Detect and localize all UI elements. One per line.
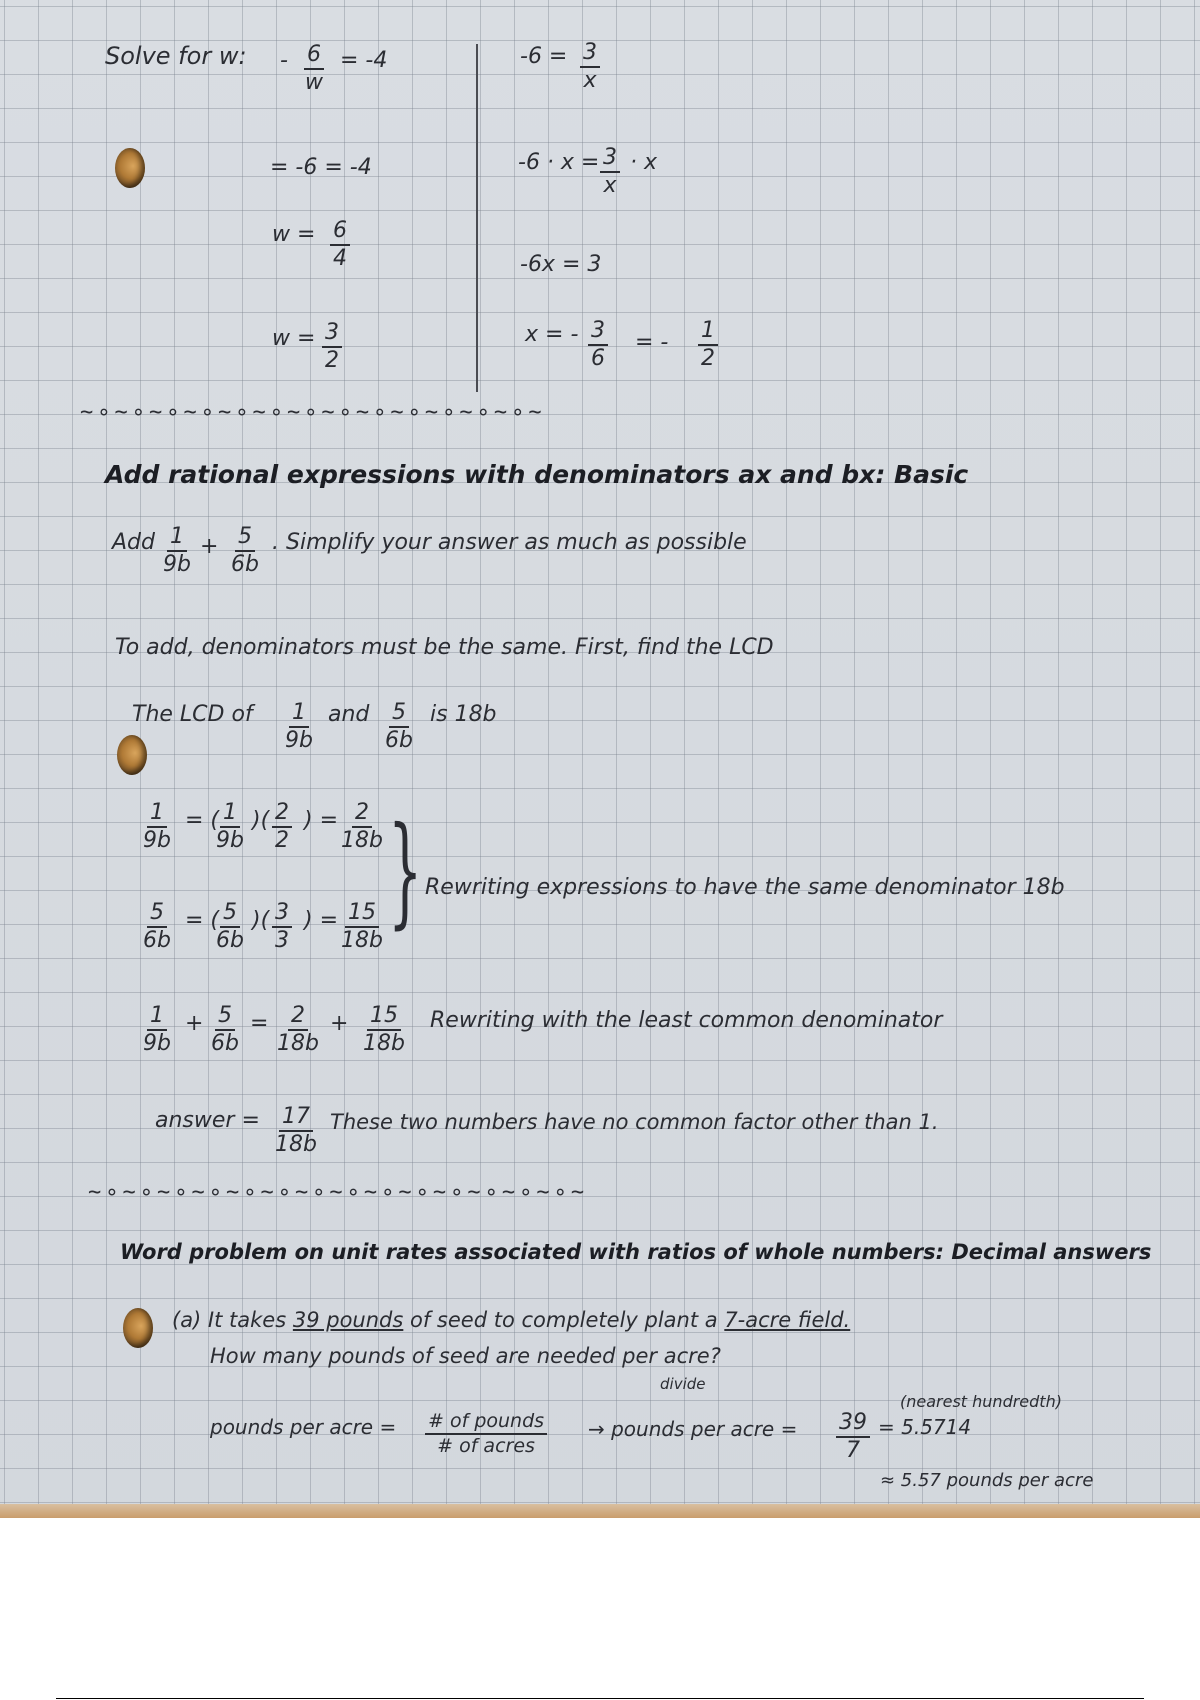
wave-divider-1: ~∘~∘~∘~∘~∘~∘~∘~∘~∘~∘~∘~∘~∘~ <box>80 400 546 424</box>
step4-denominator: 2 <box>325 348 339 374</box>
prompt-denominator-1: 9b <box>163 552 191 578</box>
sum-num-b: 5 <box>215 1003 235 1031</box>
question-field: 7-acre field. <box>724 1308 851 1332</box>
rw1-frac-d <box>338 800 386 855</box>
r4-mid: = - <box>635 330 669 355</box>
answer-fraction <box>272 1104 320 1159</box>
r4-denominator-2: 2 <box>701 346 715 372</box>
rw2-den-c: 3 <box>275 928 289 954</box>
eq1-right: = -4 <box>340 48 388 73</box>
step3-numerator: 6 <box>330 218 350 246</box>
rw1-frac-c <box>272 800 292 855</box>
rw1-frac-a <box>140 800 174 855</box>
rw1-paren: )( <box>252 808 270 833</box>
r1-fraction <box>580 40 600 95</box>
ppa-fraction <box>425 1410 547 1458</box>
ppa-numerator: # of pounds <box>425 1410 547 1435</box>
lcd-fraction-1 <box>282 700 316 755</box>
brace-note: Rewriting expressions to have the same denominator 18b <box>425 875 1065 900</box>
step4-numerator: 3 <box>322 320 342 348</box>
step4-fraction <box>322 320 342 375</box>
binder-hole-middle <box>117 735 147 775</box>
answer-denominator: 18b <box>275 1132 317 1158</box>
r1-numerator: 3 <box>580 40 600 68</box>
prompt-numerator-1: 1 <box>167 524 187 552</box>
rw1-num-a: 1 <box>147 800 167 828</box>
binder-hole-top <box>115 148 145 188</box>
sum-num-d: 15 <box>367 1003 401 1031</box>
rw1-num-b: 1 <box>220 800 240 828</box>
r4-numerator: 3 <box>588 318 608 346</box>
rw2-num-b: 5 <box>220 900 240 928</box>
rw1-eq: = ( <box>185 808 220 833</box>
sum-note: Rewriting with the least common denominator <box>430 1008 943 1033</box>
rw2-frac-b <box>213 900 247 955</box>
sum-frac-c <box>274 1003 322 1058</box>
footer-rule <box>56 1698 1144 1699</box>
r2-fraction <box>600 145 620 200</box>
sum-frac-b <box>208 1003 242 1058</box>
step4-left: w = <box>272 326 316 351</box>
calc-fraction <box>836 1410 870 1465</box>
r4-fraction <box>588 318 608 373</box>
sum-frac-a <box>140 1003 174 1058</box>
rw2-num-a: 5 <box>147 900 167 928</box>
rw1-num-c: 2 <box>272 800 292 828</box>
binder-hole-bottom <box>123 1308 153 1348</box>
sum-frac-d <box>360 1003 408 1058</box>
answer-label: answer = <box>155 1108 260 1133</box>
divider-vertical <box>476 44 478 392</box>
answer-note: These two numbers have no common factor other than 1. <box>330 1110 939 1134</box>
prompt-fraction-1 <box>160 524 194 579</box>
sum-eq: = <box>250 1011 269 1036</box>
calc-numerator: 39 <box>836 1410 870 1438</box>
prompt-suffix: . Simplify your answer as much as possible <box>272 530 747 555</box>
calc-approx: ≈ 5.57 pounds per acre <box>880 1470 1094 1491</box>
sum-plus-2: + <box>330 1011 349 1036</box>
lcd-denominator-1: 9b <box>285 728 313 754</box>
sum-den-a: 9b <box>143 1031 171 1057</box>
paper-bottom-edge <box>0 1504 1200 1518</box>
calc-denominator: 7 <box>846 1438 860 1464</box>
question-prefix: (a) It takes <box>172 1308 287 1332</box>
question-pounds: 39 pounds <box>292 1308 404 1332</box>
rw2-den-a: 6b <box>143 928 171 954</box>
sum-den-d: 18b <box>363 1031 405 1057</box>
step3-fraction <box>330 218 350 273</box>
step2-line: = -6 = -4 <box>270 155 372 180</box>
question-mid: of seed to completely plant a <box>410 1308 718 1332</box>
prompt-plus: + <box>200 534 219 559</box>
r3-line: -6x = 3 <box>520 252 602 277</box>
solve-heading: Solve for w: <box>105 42 247 70</box>
sum-plus-1: + <box>185 1011 204 1036</box>
r1-denominator: x <box>583 68 597 94</box>
r4-denominator: 6 <box>591 346 605 372</box>
r4-left: x = - <box>525 322 579 347</box>
nearest-note: (nearest hundredth) <box>900 1392 1062 1411</box>
r2-left: -6 · x = <box>518 150 600 175</box>
rw2-frac-c <box>272 900 292 955</box>
r1-left: -6 = <box>520 44 568 69</box>
r2-right: · x <box>630 150 658 175</box>
sum-den-b: 6b <box>211 1031 239 1057</box>
lcd-prefix: The LCD of <box>132 702 253 727</box>
step3-left: w = <box>272 222 316 247</box>
question-line-2: How many pounds of seed are needed per acre? <box>210 1344 721 1368</box>
ppa-label: pounds per acre = <box>210 1415 397 1439</box>
eq1-fraction <box>302 42 326 97</box>
rw1-num-d: 2 <box>352 800 372 828</box>
lcd-numerator-2: 5 <box>389 700 409 728</box>
r4-numerator-2: 1 <box>698 318 718 346</box>
eq1-numerator: 6 <box>304 42 324 70</box>
step3-denominator: 4 <box>333 246 347 272</box>
sum-num-a: 1 <box>147 1003 167 1031</box>
rw2-eq: = ( <box>185 908 220 933</box>
rw2-frac-a <box>140 900 174 955</box>
rw1-eq2: ) = <box>304 808 339 833</box>
eq1-denominator: w <box>305 70 323 96</box>
calc-equals: = 5.5714 <box>878 1415 972 1439</box>
ppa-denominator: # of acres <box>437 1434 535 1457</box>
prompt-prefix: Add <box>112 530 155 555</box>
rw2-num-c: 3 <box>272 900 292 928</box>
lcd-intro: To add, denominators must be the same. First, find the LCD <box>115 635 774 660</box>
sum-num-c: 2 <box>288 1003 308 1031</box>
rw1-den-b: 9b <box>216 828 244 854</box>
rw1-den-a: 9b <box>143 828 171 854</box>
lcd-fraction-2 <box>382 700 416 755</box>
rw1-den-c: 2 <box>275 828 289 854</box>
sum-den-c: 18b <box>277 1031 319 1057</box>
lcd-suffix: is 18b <box>430 702 497 727</box>
section3-title: Word problem on unit rates associated with ratios of whole numbers: Decimal answers <box>120 1240 1152 1264</box>
rw2-paren: )( <box>252 908 270 933</box>
wave-divider-2: ~∘~∘~∘~∘~∘~∘~∘~∘~∘~∘~∘~∘~∘~∘~ <box>88 1180 589 1204</box>
rw2-eq2: ) = <box>304 908 339 933</box>
ppa-arrow-text: → pounds per acre = <box>588 1417 798 1441</box>
r4-fraction-2 <box>698 318 718 373</box>
answer-numerator: 17 <box>279 1104 313 1132</box>
lcd-denominator-2: 6b <box>385 728 413 754</box>
rw1-den-d: 18b <box>341 828 383 854</box>
rw2-den-d: 18b <box>341 928 383 954</box>
rw1-frac-b <box>213 800 247 855</box>
prompt-denominator-2: 6b <box>231 552 259 578</box>
rw2-frac-d <box>338 900 386 955</box>
brace: } <box>388 802 423 941</box>
question-line-1 <box>172 1308 850 1332</box>
r2-numerator: 3 <box>600 145 620 173</box>
lcd-and: and <box>328 702 370 727</box>
eq1-minus: - <box>280 48 288 73</box>
rw2-den-b: 6b <box>216 928 244 954</box>
prompt-fraction-2 <box>228 524 262 579</box>
prompt-numerator-2: 5 <box>235 524 255 552</box>
lcd-numerator-1: 1 <box>289 700 309 728</box>
section2-title: Add rational expressions with denominators ax and bx: Basic <box>105 460 969 489</box>
divide-note: divide <box>660 1375 706 1393</box>
r2-denominator: x <box>603 173 617 199</box>
rw2-num-d: 15 <box>345 900 379 928</box>
